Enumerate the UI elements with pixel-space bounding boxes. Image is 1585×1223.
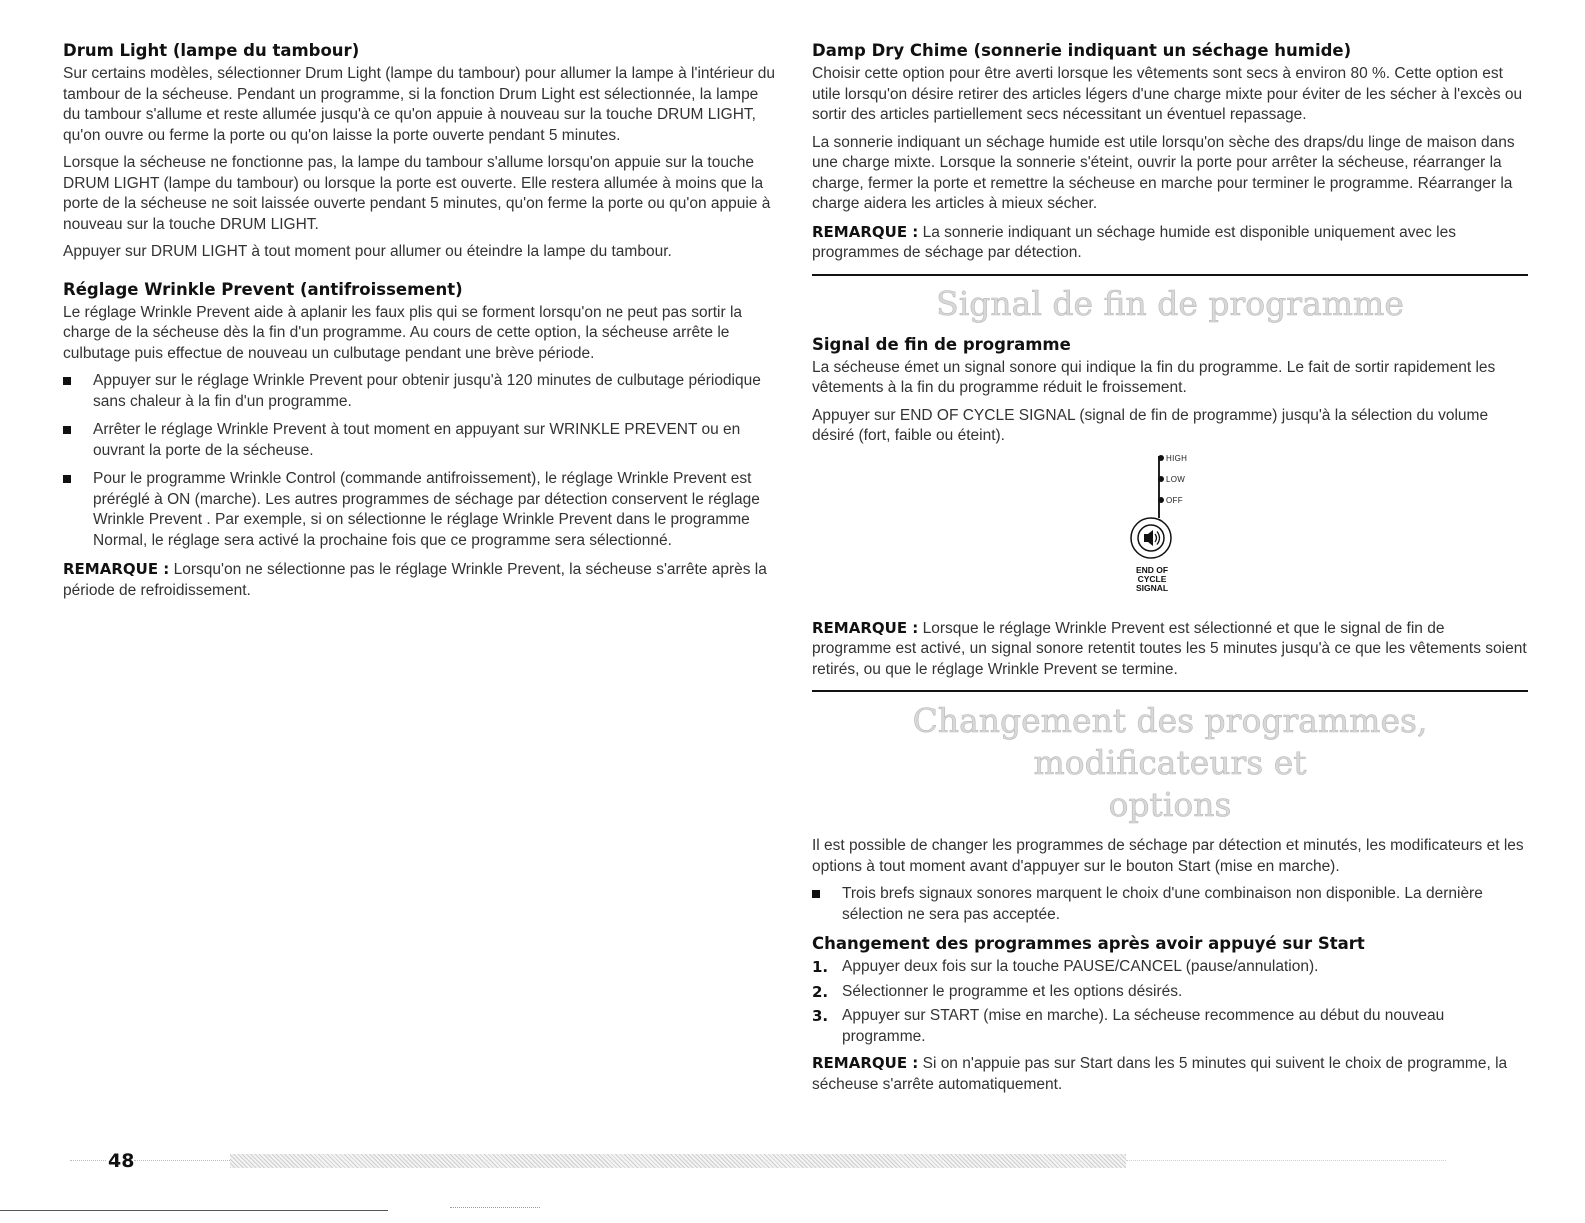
dial-indicator-line bbox=[1158, 456, 1160, 518]
dial-option-low: LOW bbox=[1158, 475, 1185, 484]
square-bullet-icon bbox=[63, 377, 71, 385]
wrinkle-prevent-note bbox=[63, 559, 775, 601]
indicator-dot-icon bbox=[1158, 455, 1164, 461]
dial-option-high: HIGH bbox=[1158, 454, 1187, 463]
square-bullet-icon bbox=[812, 890, 820, 898]
page-footer bbox=[0, 1148, 1585, 1188]
change-steps bbox=[812, 957, 1528, 1047]
bottom-dotted-marks bbox=[450, 1207, 540, 1209]
list-item: Arrêter le réglage Wrinkle Prevent à tout moment en appuyant sur WRINKLE PREVENT ou en ouvrant la porte de la sécheuse. bbox=[63, 420, 775, 461]
wrinkle-prevent-paragraph: Le réglage Wrinkle Prevent aide à aplanir les faux plis qui se forment lorsqu'on ne peut pas sortir la charge de la sécheuse dès la fin d'un programme. Au cours de cette option, la sécheuse arrête le culbutage puis effectue de nouveau un culbutage pendant une brève période. bbox=[63, 303, 743, 362]
list-item: 3. Appuyer sur START (mise en marche). La sécheuse recommence au début du nouveau programme. bbox=[812, 1007, 1445, 1045]
change-paragraph: Il est possible de changer les programmes de séchage par détection et minutés, les modificateurs et les options à tout moment avant d'appuyer sur le bouton Start (mise en marche). bbox=[812, 837, 1524, 875]
left-column bbox=[63, 40, 775, 608]
list-item: Pour le programme Wrinkle Control (commande antifroissement), le réglage Wrinkle Prevent est préréglé à ON (marche). Les autres programmes de séchage par détection conservent le réglage Wrinkle Prevent . Par exemple, si on sélectionne le réglage Wrinkle Prevent dans le programme Normal, le réglage sera activé la prochaine fois que ce programme sera sélectionné. bbox=[63, 469, 775, 551]
dial-label: END OF CYCLE SIGNAL bbox=[1135, 564, 1169, 593]
change-bullets bbox=[812, 884, 1528, 925]
note-text: La sonnerie indiquant un séchage humide est disponible uniquement avec les programmes de séchage par détection. bbox=[812, 223, 1456, 261]
drum-light-heading: Drum Light (lampe du tambour) bbox=[63, 41, 360, 60]
footer-dotted-rule bbox=[70, 1160, 106, 1162]
section-divider bbox=[812, 274, 1528, 276]
list-item: 1. Appuyer deux fois sur la touche PAUSE/CANCEL (pause/annulation). bbox=[812, 958, 1319, 976]
list-item: Appuyer sur le réglage Wrinkle Prevent pour obtenir jusqu'à 120 minutes de culbutage périodique sans chaleur à la fin d'un programme. bbox=[63, 371, 775, 412]
speaker-button-icon bbox=[1129, 516, 1173, 560]
square-bullet-icon bbox=[63, 426, 71, 434]
footer-dotted-rule bbox=[134, 1160, 230, 1162]
end-of-cycle-signal-dial bbox=[812, 454, 1528, 604]
page-number: 48 bbox=[108, 1150, 135, 1172]
signal-banner-title: Signal de fin de programme bbox=[936, 283, 1404, 323]
note-label: REMARQUE : bbox=[63, 560, 170, 578]
list-item: Trois brefs signaux sonores marquent le choix d'une combinaison non disponible. La dernière sélection ne sera pas acceptée. bbox=[812, 884, 1528, 925]
damp-dry-chime-section bbox=[812, 40, 1528, 264]
end-of-cycle-signal-section bbox=[812, 334, 1528, 681]
footer-hatched-bar bbox=[230, 1154, 1126, 1168]
signal-note bbox=[812, 618, 1528, 681]
note-text: Lorsque le réglage Wrinkle Prevent est sélectionné et que le signal de fin de programme est activé, un signal sonore retentit toutes les 5 minutes jusqu'à ce que les vêtements soient retirés, ou que le réglage Wrinkle Prevent se termine. bbox=[812, 619, 1527, 678]
right-column bbox=[812, 40, 1528, 1102]
drum-light-paragraph-2: Lorsque la sécheuse ne fonctionne pas, la lampe du tambour s'allume lorsqu'on appuie sur la touche DRUM LIGHT (lampe du tambour) ou lorsque la porte est ouverte. Elle restera allumée à moins que la porte de la sécheuse ne soit laissée ouverte pendant 5 minutes, qu'on ferme la porte ou qu'on appuie à nouveau sur la touche DRUM LIGHT. bbox=[63, 154, 771, 233]
indicator-dot-icon bbox=[1158, 476, 1164, 482]
change-programs-section bbox=[812, 836, 1528, 1095]
signal-paragraph-2: Appuyer sur END OF CYCLE SIGNAL (signal de fin de programme) jusqu'à la sélection du volume désiré (fort, faible ou éteint). bbox=[812, 406, 1489, 444]
footer-dotted-rule bbox=[1126, 1160, 1446, 1162]
change-note bbox=[812, 1053, 1528, 1095]
wrinkle-prevent-bullets bbox=[63, 371, 775, 551]
damp-dry-chime-heading: Damp Dry Chime (sonnerie indiquant un séchage humide) bbox=[812, 41, 1352, 60]
wrinkle-prevent-section bbox=[63, 279, 775, 602]
list-item: 2. Sélectionner le programme et les options désirés. bbox=[812, 982, 1183, 1001]
note-label: REMARQUE : bbox=[812, 618, 919, 637]
signal-heading: Signal de fin de programme bbox=[812, 334, 1071, 354]
dial-option-off: OFF bbox=[1158, 496, 1183, 505]
note-text: Si on n'appuie pas sur Start dans les 5 minutes qui suivent le choix de programme, la sécheuse s'arrête automatiquement. bbox=[812, 1055, 1508, 1093]
signal-paragraph-1: La sécheuse émet un signal sonore qui indique la fin du programme. Le fait de sortir rapidement les vêtements à la fin du programme réduit le froissement. bbox=[812, 358, 1496, 396]
drum-light-paragraph-1: Sur certains modèles, sélectionner Drum Light (lampe du tambour) pour allumer la lampe à l'intérieur du tambour de la sécheuse. Pendant un programme, si la fonction Drum Light est sélectionnée, la lampe du tambour s'allume et reste allumée jusqu'à ce qu'on appuie à nouveau sur la touche DRUM LIGHT, qu'on ouvre ou ferme la porte ou qu'on laisse la porte ouverte pendant 5 minutes. bbox=[63, 65, 775, 144]
change-after-start-heading: Changement des programmes après avoir appuyé sur Start bbox=[812, 934, 1365, 953]
note-text: Lorsqu'on ne sélectionne pas le réglage Wrinkle Prevent, la sécheuse s'arrête après la période de refroidissement. bbox=[63, 561, 767, 599]
damp-dry-chime-paragraph-2: La sonnerie indiquant un séchage humide est utile lorsqu'on sèche des draps/du linge de maison dans une charge mixte. Lorsque la sonnerie s'éteint, ouvrir la porte pour arrêter la sécheuse, réarranger la charge, fermer la porte et remettre la sécheuse en marche pour terminer le programme. Réarranger la charge aidera les articles à mieux sécher. bbox=[812, 133, 1515, 212]
indicator-dot-icon bbox=[1158, 497, 1164, 503]
section-divider bbox=[812, 690, 1528, 692]
note-label: REMARQUE : bbox=[812, 222, 919, 241]
note-label: REMARQUE : bbox=[812, 1054, 919, 1072]
square-bullet-icon bbox=[63, 475, 71, 483]
wrinkle-prevent-heading: Réglage Wrinkle Prevent (antifroissement) bbox=[63, 279, 463, 299]
drum-light-paragraph-3: Appuyer sur DRUM LIGHT à tout moment pour allumer ou éteindre la lampe du tambour. bbox=[63, 243, 672, 260]
bottom-rule bbox=[0, 1210, 388, 1211]
change-banner-title: Changement des programmes, modificateurs et options bbox=[912, 701, 1428, 824]
damp-dry-chime-paragraph-1: Choisir cette option pour être averti lorsque les vêtements sont secs à environ 80 %. Cette option est utile lorsqu'on désire retirer des articles légers d'une charge mixte pour éviter de les sécher à l'excès ou sortir des articles partiellement secs nécessitant un éventuel repassage. bbox=[812, 65, 1523, 123]
drum-light-section bbox=[63, 40, 775, 263]
damp-dry-chime-note bbox=[812, 222, 1528, 264]
